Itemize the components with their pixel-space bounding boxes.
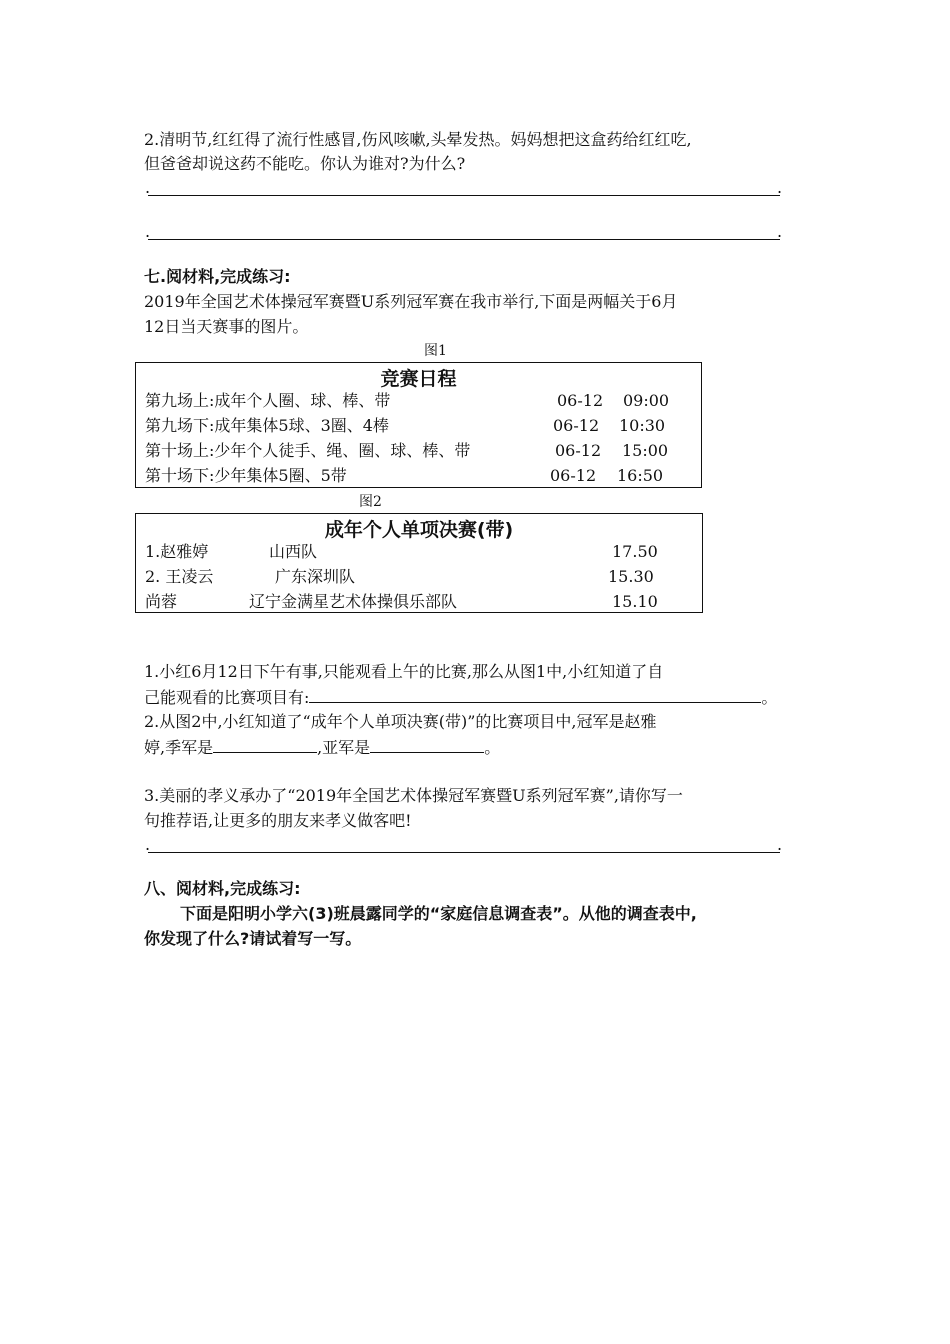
figure-2-results-box xyxy=(135,513,703,613)
results-title: 成年个人单项决赛(带) xyxy=(324,519,514,541)
schedule-time: 15:00 xyxy=(622,441,669,460)
section-7-intro-line-1: 2019年全国艺术体操冠军赛暨U系列冠军赛在我市举行,下面是两幅关于6月 xyxy=(144,292,678,311)
section-7-q3-line-2: 句推荐语,让更多的朋友来孝义做客吧! xyxy=(144,811,412,830)
q2-prompt-third: 婷,季军是 xyxy=(144,738,214,757)
figure-1-caption: 图1 xyxy=(424,343,447,359)
results-score: 15.30 xyxy=(608,567,654,586)
schedule-date: 06-12 xyxy=(553,416,600,435)
schedule-event: 第九场上:成年个人圈、球、棒、带 xyxy=(145,391,391,410)
results-score: 15.10 xyxy=(612,592,658,611)
section-8-heading: 八、阅材料,完成练习: xyxy=(144,879,301,898)
q1-prompt: 己能观看的比赛项目有: xyxy=(144,688,310,707)
schedule-time: 09:00 xyxy=(623,391,670,410)
section-7-q2-line-2 xyxy=(144,735,500,760)
q1-end-mark: 。 xyxy=(761,688,778,707)
figure-2-caption: 图2 xyxy=(359,494,382,510)
question-2-line-1: 2.清明节,红红得了流行性感冒,伤风咳嗽,头晕发热。妈妈想把这盒药给红红吃, xyxy=(144,130,692,149)
schedule-title: 竞赛日程 xyxy=(380,368,457,390)
recommendation-answer-line[interactable] xyxy=(148,852,780,853)
results-team: 辽宁金满星艺术体操俱乐部队 xyxy=(249,592,458,611)
results-team: 广东深圳队 xyxy=(275,567,356,586)
schedule-time: 16:50 xyxy=(617,466,664,485)
q1-answer-blank[interactable] xyxy=(309,685,761,703)
section-7-intro-line-2: 12日当天赛事的图片。 xyxy=(144,317,309,336)
answer-line-dot-end: . xyxy=(777,835,783,854)
results-name: 尚蓉 xyxy=(145,592,178,611)
schedule-time: 10:30 xyxy=(619,416,666,435)
answer-line-dot-start: . xyxy=(145,178,151,197)
results-team: 山西队 xyxy=(269,542,318,561)
answer-line-dot-end: . xyxy=(777,222,783,241)
schedule-event: 第十场上:少年个人徒手、绳、圈、球、棒、带 xyxy=(145,441,471,460)
third-place-blank[interactable] xyxy=(213,735,317,753)
figure-1-schedule-box xyxy=(135,362,702,488)
answer-line-dot-start: . xyxy=(145,222,151,241)
section-7-q1-line-2 xyxy=(144,685,777,710)
schedule-event: 第九场下:成年集体5球、3圈、4棒 xyxy=(145,416,389,435)
results-name: 1.赵雅婷 xyxy=(145,542,209,561)
q2-end-mark: 。 xyxy=(484,738,501,757)
answer-line-dot-start: . xyxy=(145,835,151,854)
results-score: 17.50 xyxy=(612,542,658,561)
section-8-line-1: 下面是阳明小学六(3)班晨露同学的“家庭信息调查表”。从他的调查表中, xyxy=(180,904,697,923)
q2-prompt-second: ,亚军是 xyxy=(317,738,371,757)
section-7-q3-line-1: 3.美丽的孝义承办了“2019年全国艺术体操冠军赛暨U系列冠军赛”,请你写一 xyxy=(144,786,683,805)
second-place-blank[interactable] xyxy=(370,735,484,753)
section-7-heading: 七.阅材料,完成练习: xyxy=(144,267,291,286)
question-2-line-2: 但爸爸却说这药不能吃。你认为谁对?为什么? xyxy=(144,154,466,173)
section-7-q2-line-1: 2.从图2中,小红知道了“成年个人单项决赛(带)”的比赛项目中,冠军是赵雅 xyxy=(144,712,657,731)
section-8-line-2: 你发现了什么?请试着写一写。 xyxy=(144,929,362,948)
results-name: 2. 王凌云 xyxy=(145,567,214,586)
schedule-date: 06-12 xyxy=(550,466,597,485)
schedule-date: 06-12 xyxy=(555,441,602,460)
answer-line-1[interactable] xyxy=(148,195,780,196)
schedule-date: 06-12 xyxy=(557,391,604,410)
answer-line-dot-end: . xyxy=(777,178,783,197)
answer-line-2[interactable] xyxy=(148,239,780,240)
schedule-event: 第十场下:少年集体5圈、5带 xyxy=(145,466,347,485)
section-7-q1-line-1: 1.小红6月12日下午有事,只能观看上午的比赛,那么从图1中,小红知道了自 xyxy=(144,662,664,681)
